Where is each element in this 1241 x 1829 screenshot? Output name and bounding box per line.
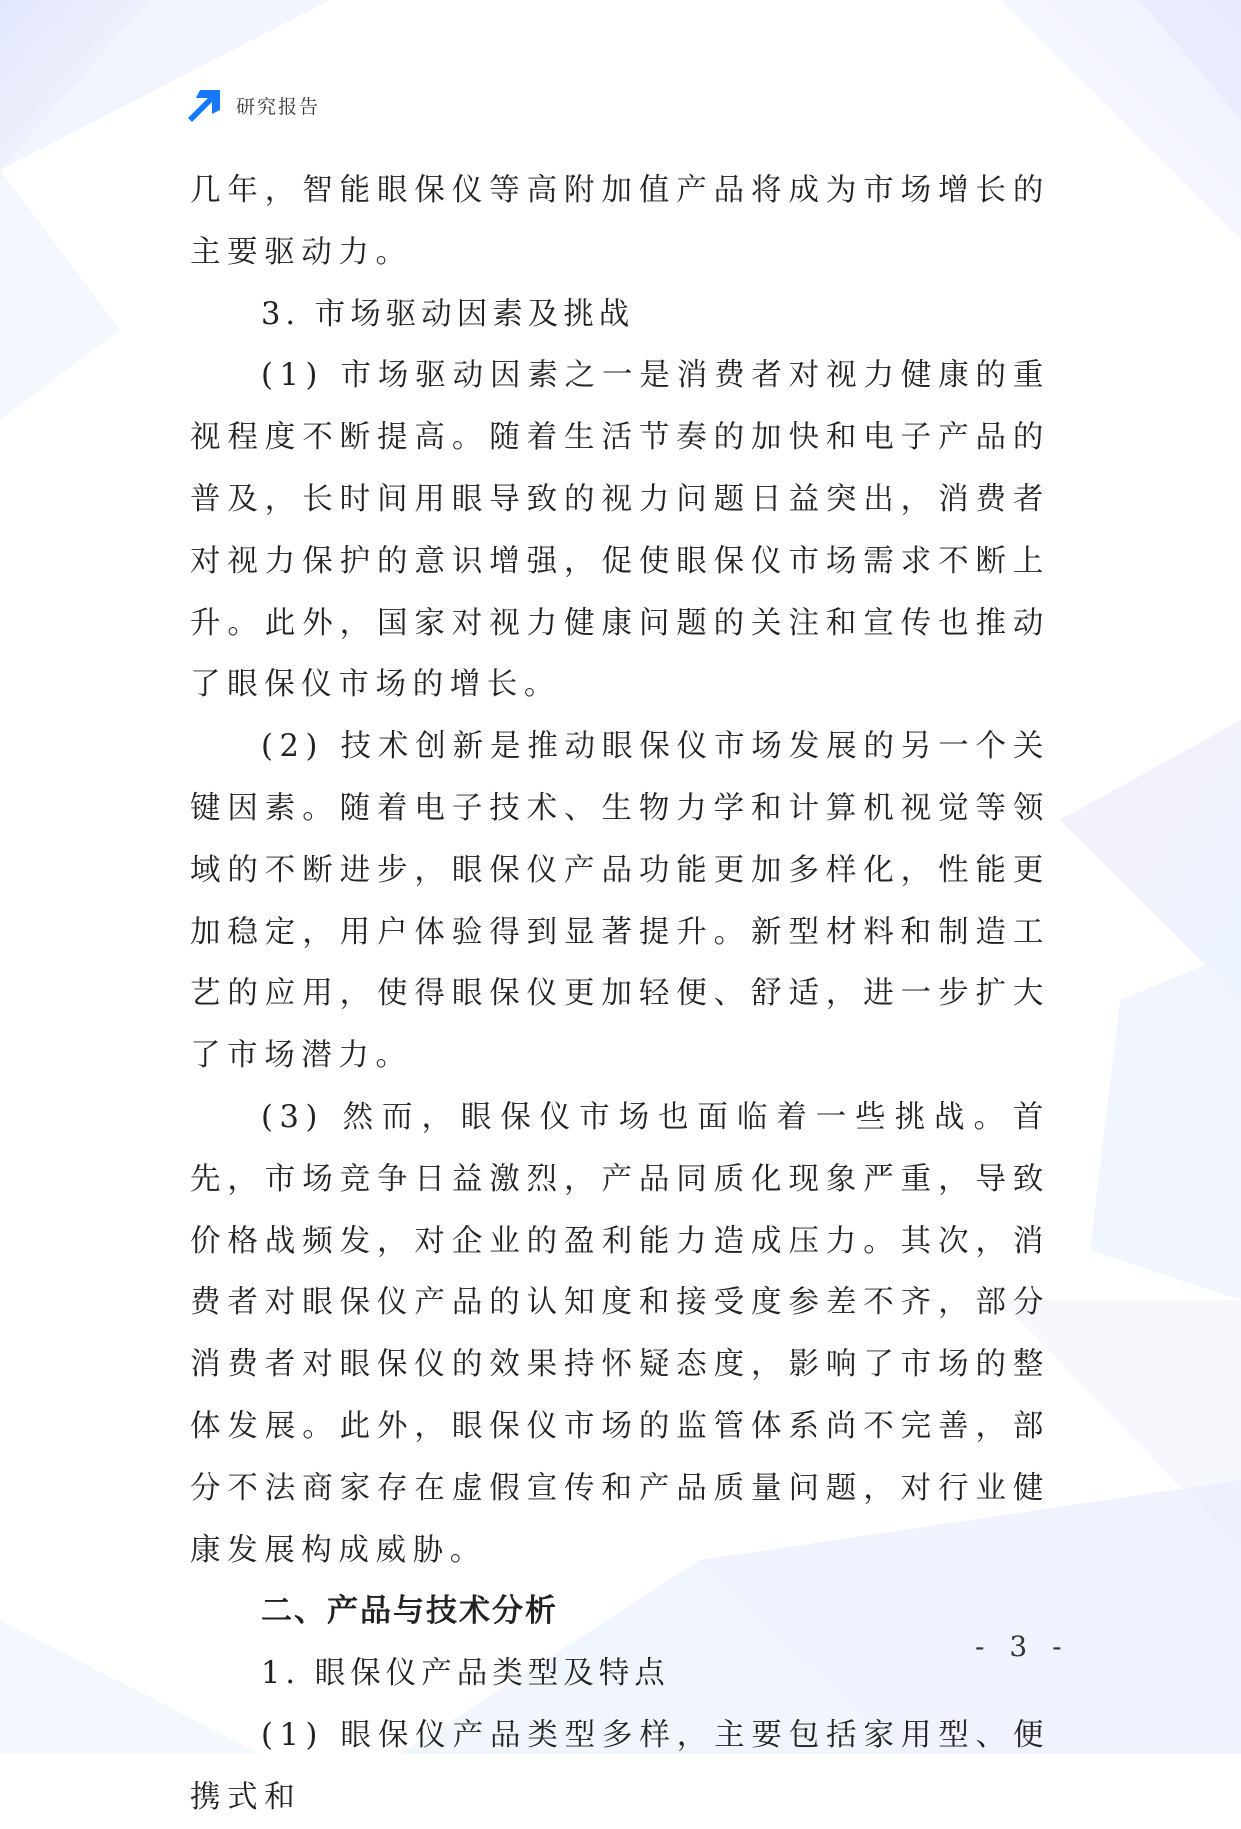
chapter-heading-2: 二、产品与技术分析 <box>261 1593 558 1630</box>
section-heading-3: 3. 市场驱动因素及挑战 <box>261 296 635 332</box>
paragraph-3: (3) 然而，眼保仪市场也面临着一些挑战。首先，市场竞争日益激烈，产品同质化现象严重，导致价格战频发，对企业的盈利能力造成压力。其次，消费者对眼保仪产品的认知度和接受度参差不齐，部分消费者对眼保仪的效果持怀疑态度，影响了市场的整体发展。此外，眼保仪市场的监管体系尚不完善，部分不法商家存在虚假宣传和产品质量问题，对行业健康发展构成威胁。 <box>190 1099 1050 1568</box>
report-header <box>188 88 320 122</box>
header-title: 研究报告 <box>236 95 321 118</box>
section-heading-1: 1. 眼保仪产品类型及特点 <box>261 1656 670 1692</box>
document-body <box>190 160 1050 1829</box>
page-number: - 3 - <box>975 1630 1070 1663</box>
paragraph-1: (1) 市场驱动因素之一是消费者对视力健康的重视程度不断提高。随着生活节奏的加快和电子产品的普及，长时间用眼导致的视力问题日益突出，消费者对视力保护的意识增强，促使眼保仪市场需求不断上升。此外，国家对视力健康问题的关注和宣传也推动了眼保仪市场的增长。 <box>190 358 1050 703</box>
arrow-up-right-icon <box>188 88 222 122</box>
paragraph-continuation: 几年，智能眼保仪等高附加值产品将成为市场增长的主要驱动力。 <box>190 173 1050 270</box>
paragraph-4: (1) 眼保仪产品类型多样，主要包括家用型、便携式和 <box>190 1717 1050 1815</box>
paragraph-2: (2) 技术创新是推动眼保仪市场发展的另一个关键因素。随着电子技术、生物力学和计算机视觉等领域的不断进步，眼保仪产品功能更加多样化，性能更加稳定，用户体验得到显著提升。新型材料和制造工艺的应用，使得眼保仪更加轻便、舒适，进一步扩大了市场潜力。 <box>190 729 1050 1074</box>
